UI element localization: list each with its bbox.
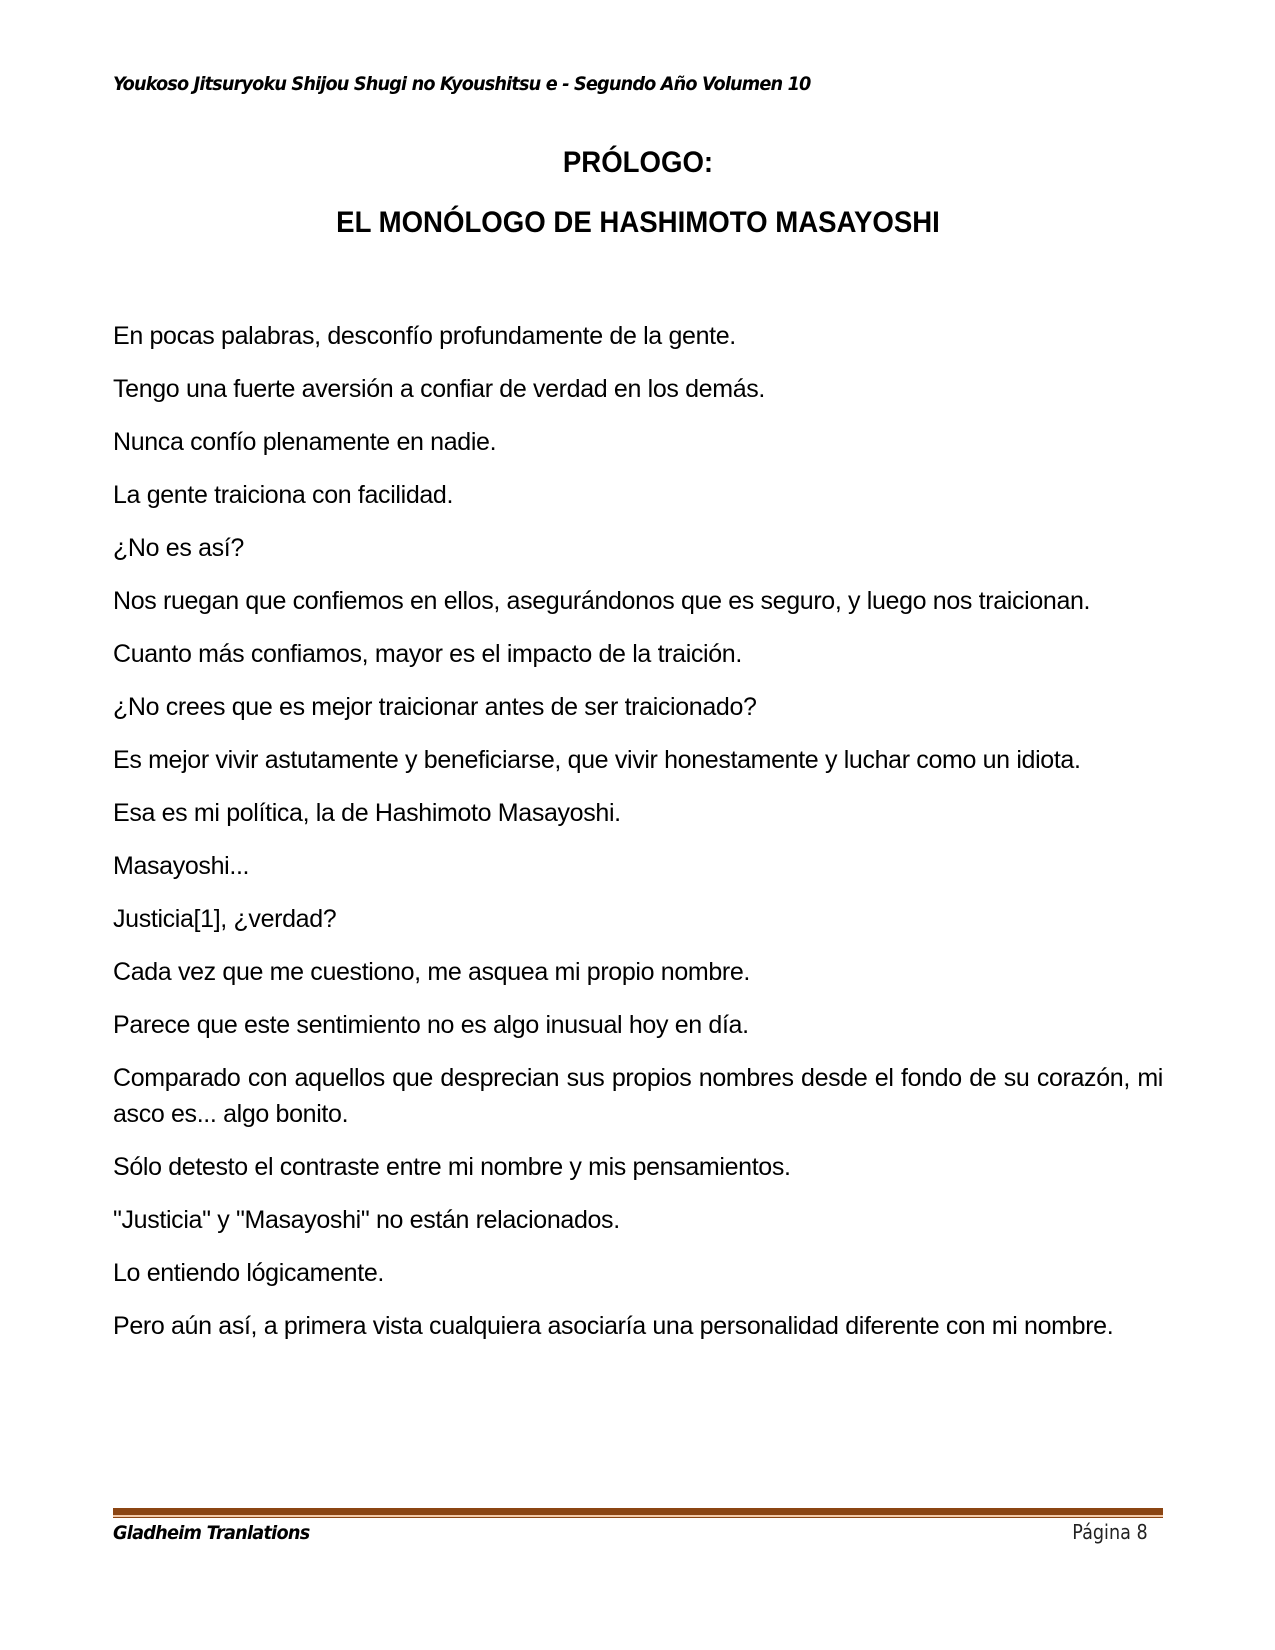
paragraph: Cuanto más confiamos, mayor es el impacto de la traición.: [113, 640, 742, 668]
paragraph: Pero aún así, a primera vista cualquiera asociaría una personalidad diferente con mi nombre.: [113, 1312, 1114, 1340]
paragraph: En pocas palabras, desconfío profundamente de la gente.: [113, 322, 736, 350]
chapter-title: EL MONÓLOGO DE HASHIMOTO MASAYOSHI: [336, 206, 940, 239]
paragraph: Comparado con aquellos que desprecian sus propios nombres desde el fondo de su corazón, mi asco es... algo bonito.: [113, 1064, 1163, 1128]
paragraph: Masayoshi...: [113, 852, 250, 880]
paragraph: Cada vez que me cuestiono, me asquea mi propio nombre.: [113, 958, 751, 986]
running-header: Youkoso Jitsuryoku Shijou Shugi no Kyoushitsu e - Segundo Año Volumen 10: [113, 73, 811, 95]
footer-divider-thin: [113, 1517, 1163, 1518]
footer-divider: [113, 1508, 1163, 1518]
footer-publisher: Gladheim Tranlations: [113, 1522, 310, 1544]
chapter-title-block: [113, 145, 1163, 241]
paragraph: Nos ruegan que confiemos en ellos, asegurándonos que es seguro, y luego nos traicionan.: [113, 587, 1091, 615]
footer-page-number: Página 8: [1072, 1520, 1148, 1544]
paragraph: Es mejor vivir astutamente y beneficiarse, que vivir honestamente y luchar como un idiota.: [113, 746, 1081, 774]
paragraph: "Justicia" y "Masayoshi" no están relacionados.: [113, 1206, 620, 1234]
body-text: [113, 318, 1163, 1361]
paragraph: La gente traiciona con facilidad.: [113, 481, 454, 509]
paragraph: Sólo detesto el contraste entre mi nombre y mis pensamientos.: [113, 1153, 791, 1181]
paragraph: Parece que este sentimiento no es algo inusual hoy en día.: [113, 1011, 749, 1039]
paragraph: Tengo una fuerte aversión a confiar de verdad en los demás.: [113, 375, 765, 403]
paragraph: Lo entiendo lógicamente.: [113, 1259, 384, 1287]
paragraph: Nunca confío plenamente en nadie.: [113, 428, 497, 456]
paragraph: ¿No crees que es mejor traicionar antes de ser traicionado?: [113, 693, 757, 721]
chapter-label: PRÓLOGO:: [562, 146, 714, 179]
paragraph: ¿No es así?: [113, 534, 244, 562]
paragraph: Esa es mi política, la de Hashimoto Masayoshi.: [113, 799, 621, 827]
paragraph: Justicia[1], ¿verdad?: [113, 905, 337, 933]
footer-divider-thick: [113, 1508, 1163, 1515]
